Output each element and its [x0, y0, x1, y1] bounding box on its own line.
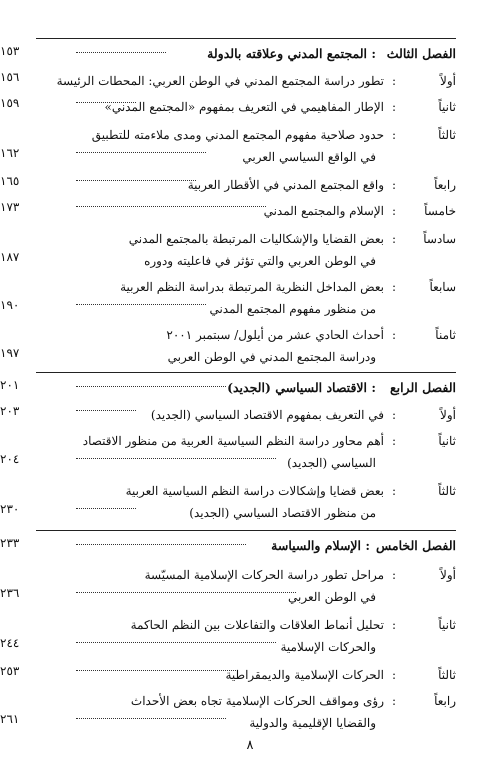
toc-entry: ثالثاً : حدود صلاحية مفهوم المجتمع المدني ومدى ملاءمته للتطبيق في الواقع السياسي العربي [36, 124, 456, 168]
entry-page-number: ٢٦١ [0, 712, 20, 726]
toc-entry: ثالثاً : الحركات الإسلامية والديمقراطية [36, 664, 456, 686]
entry-ordinal: ثامناً [435, 328, 456, 342]
dot-leader [76, 180, 196, 181]
entry-ordinal: ثالثاً [438, 484, 456, 498]
entry-ordinal: سادساً [423, 232, 456, 246]
entry-line: الإطار المفاهيمي في التعريف بمفهوم «المجتمع المدني» [104, 100, 384, 114]
chapter-title: : المجتمع المدني وعلاقته بالدولة [207, 46, 376, 61]
dot-leader [76, 642, 276, 643]
chapter-title: : الاقتصاد السياسي (الجديد) [227, 380, 376, 395]
entry-ordinal: ثانياً [438, 618, 456, 632]
chapter-rule [36, 530, 456, 531]
entry-line: في الوطن العربي والتي تؤثر في فاعليته ودوره [144, 254, 376, 268]
entry-ordinal: رابعاً [434, 178, 456, 192]
dot-leader [76, 718, 226, 719]
dot-leader [76, 386, 226, 387]
dot-leader [76, 304, 206, 305]
entry-page-number: ٢٤٤ [0, 636, 20, 650]
entry-line: بعض قضايا وإشكالات دراسة النظم السياسية العربية [125, 484, 384, 498]
chapter-rule [36, 372, 456, 373]
toc-entry: ثامناً : أحداث الحادي عشر من أيلول/ سبتمبر ٢٠٠١ ودراسة المجتمع المدني في الوطن العربي [36, 324, 456, 368]
entry-ordinal: أولاً [440, 74, 456, 88]
dot-leader [76, 544, 246, 545]
chapter-page-number: ٢٠١ [0, 378, 20, 392]
entry-line: أهم محاور دراسة النظم السياسية العربية من منظور الاقتصاد [82, 434, 384, 448]
entry-line: في الوطن العربي [288, 590, 376, 604]
dot-leader [76, 508, 136, 509]
dot-leader [76, 410, 136, 411]
chapter-heading [36, 380, 456, 402]
entry-page-number: ٢٥٣ [0, 664, 20, 678]
toc-entry: أولاً : تطور دراسة المجتمع المدني في الوطن العربي: المحطات الرئيسة [36, 70, 456, 92]
toc-entry: أولاً : في التعريف بمفهوم الاقتصاد السياسي (الجديد) [36, 404, 456, 426]
entry-ordinal: أولاً [440, 408, 456, 422]
entry-ordinal: ثالثاً [438, 128, 456, 142]
entry-line: في الواقع السياسي العربي [242, 150, 376, 164]
chapter-label: الفصل الرابع [389, 380, 456, 395]
chapter-heading [36, 538, 456, 560]
entry-page-number: ١٦٢ [0, 146, 20, 160]
chapter-heading [36, 46, 456, 68]
entry-line: حدود صلاحية مفهوم المجتمع المدني ومدى ملاءمته للتطبيق [91, 128, 384, 142]
toc-entry: أولاً : مراحل تطور دراسة الحركات الإسلامية المسيّسة في الوطن العربي [36, 564, 456, 608]
entry-line: تحليل أنماط العلاقات والتفاعلات بين النظم الحاكمة [130, 618, 384, 632]
entry-line: تطور دراسة المجتمع المدني في الوطن العربي: المحطات الرئيسة [56, 74, 384, 88]
dot-leader [76, 592, 296, 593]
toc-entry: رابعاً : رؤى ومواقف الحركات الإسلامية تجاه بعض الأحداث والقضايا الإقليمية والدولية [36, 690, 456, 734]
entry-ordinal: ثانياً [438, 100, 456, 114]
dot-leader [76, 206, 266, 207]
entry-page-number: ١٨٧ [0, 250, 20, 264]
entry-line: مراحل تطور دراسة الحركات الإسلامية المسيّسة [144, 568, 384, 582]
chapter-label: الفصل الثالث [386, 46, 456, 61]
entry-line: الحركات الإسلامية والديمقراطية [225, 668, 384, 682]
entry-line: أحداث الحادي عشر من أيلول/ سبتمبر ٢٠٠١ [166, 328, 384, 342]
entry-line: في التعريف بمفهوم الاقتصاد السياسي (الجديد) [150, 408, 384, 422]
toc-entry: ثانياً : تحليل أنماط العلاقات والتفاعلات بين النظم الحاكمة والحركات الإسلامية [36, 614, 456, 658]
entry-line: والقضايا الإقليمية والدولية [249, 716, 376, 730]
dot-leader [76, 458, 276, 459]
entry-line: من منظور مفهوم المجتمع المدني [209, 302, 376, 316]
toc-entry: ثانياً : الإطار المفاهيمي في التعريف بمفهوم «المجتمع المدني» [36, 96, 456, 118]
toc-entry: رابعاً : واقع المجتمع المدني في الأقطار العربية [36, 174, 456, 196]
entry-page-number: ٢٠٤ [0, 452, 20, 466]
toc-entry: ثانياً : أهم محاور دراسة النظم السياسية العربية من منظور الاقتصاد السياسي (الجديد) [36, 430, 456, 474]
entry-page-number: ٢٠٣ [0, 404, 20, 418]
entry-page-number: ١٧٣ [0, 200, 20, 214]
entry-line: الإسلام والمجتمع المدني [263, 204, 384, 218]
toc-entry: سابعاً : بعض المداخل النظرية المرتبطة بدراسة النظم العربية من منظور مفهوم المجتمع المدني [36, 276, 456, 320]
chapter-page-number: ٢٣٣ [0, 536, 20, 550]
entry-ordinal: ثانياً [438, 434, 456, 448]
chapter-label: الفصل الخامس [375, 538, 456, 553]
entry-ordinal: ثالثاً [438, 668, 456, 682]
entry-line: السياسي (الجديد) [287, 456, 376, 470]
toc-entry: ثالثاً : بعض قضايا وإشكالات دراسة النظم السياسية العربية من منظور الاقتصاد السياسي (الجديد) [36, 480, 456, 524]
entry-ordinal: خامساً [424, 204, 456, 218]
dot-leader [76, 102, 136, 103]
entry-page-number: ١٩٠ [0, 298, 20, 312]
entry-line: ودراسة المجتمع المدني في الوطن العربي [167, 350, 376, 364]
entry-page-number: ٢٣٦ [0, 586, 20, 600]
entry-page-number: ١٦٥ [0, 174, 20, 188]
entry-line: بعض المداخل النظرية المرتبطة بدراسة النظم العربية [120, 280, 384, 294]
entry-line: رؤى ومواقف الحركات الإسلامية تجاه بعض الأحداث [130, 694, 384, 708]
entry-page-number: ٢٣٠ [0, 502, 20, 516]
toc-entry: خامساً : الإسلام والمجتمع المدني [36, 200, 456, 222]
dot-leader [76, 670, 236, 671]
dot-leader [76, 52, 166, 53]
dot-leader [76, 152, 206, 153]
chapter-title: : الإسلام والسياسة [271, 538, 370, 553]
chapter-rule [36, 38, 456, 39]
entry-line: والحركات الإسلامية [280, 640, 376, 654]
entry-line: من منظور الاقتصاد السياسي (الجديد) [189, 506, 376, 520]
chapter-page-number: ١٥٣ [0, 44, 20, 58]
entry-page-number: ١٩٧ [0, 346, 20, 360]
entry-ordinal: رابعاً [434, 694, 456, 708]
entry-line: بعض القضايا والإشكاليات المرتبطة بالمجتمع المدني [128, 232, 384, 246]
entry-page-number: ١٥٩ [0, 96, 20, 110]
entry-page-number: ١٥٦ [0, 70, 20, 84]
page-number: ٨ [246, 738, 254, 753]
entry-ordinal: سابعاً [429, 280, 456, 294]
toc-entry: سادساً : بعض القضايا والإشكاليات المرتبطة بالمجتمع المدني في الوطن العربي والتي تؤثر في فاعليته ودوره [36, 228, 456, 272]
entry-line: واقع المجتمع المدني في الأقطار العربية [187, 178, 384, 192]
entry-ordinal: أولاً [440, 568, 456, 582]
